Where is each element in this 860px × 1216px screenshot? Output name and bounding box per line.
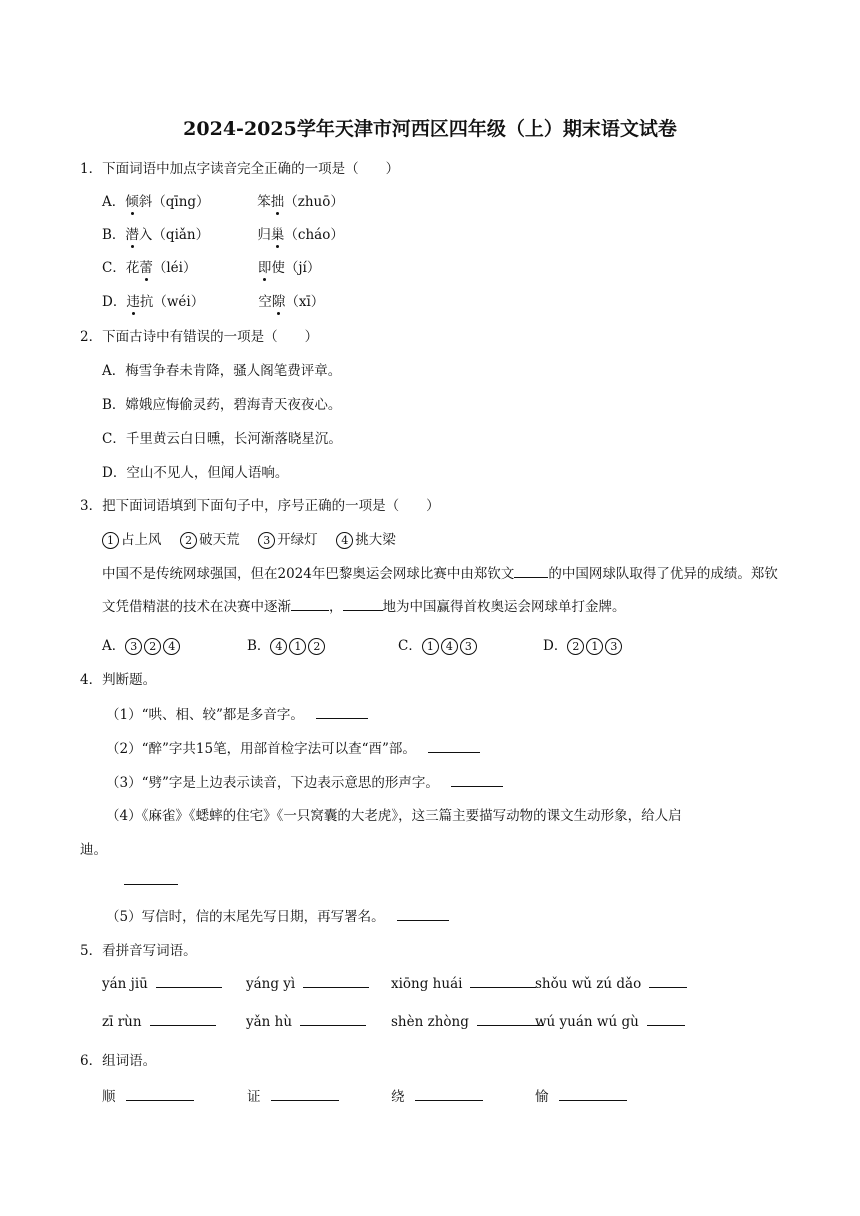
- q2-option-d: D．空山不见人，但闻人语响。: [102, 465, 289, 481]
- pinyin: （xī）: [285, 294, 325, 310]
- q5-item-4: shǒu wǔ zú dǎo: [535, 975, 687, 992]
- q4-item-4: （4）《麻雀》《蟋蟀的住宅》《一只窝囊的大老虎》，这三篇主要描写动物的课文生动形象，给人启: [106, 808, 682, 824]
- q5-item-2: yáng yì: [246, 975, 369, 992]
- dotted-char: 隙: [272, 290, 286, 310]
- dotted-char: 即: [258, 256, 272, 276]
- q2-stem: 2．下面古诗中有错误的一项是（ ）: [80, 329, 319, 345]
- dotted-char: 倾: [125, 190, 139, 210]
- pinyin: （qīng）: [152, 194, 210, 210]
- q1-stem: 1．下面词语中加点字读音完全正确的一项是（ ）: [80, 161, 400, 177]
- option-label: C．: [102, 260, 126, 276]
- q3-paragraph: 中国不是传统网球强国，但在2024年巴黎奥运会网球比赛中由郑钦文 的中国网球队取得了优异的成绩。郑钦文凭借精湛的技术在决赛中逐渐 ， 地为中国赢得首枚奥运会网球单打金牌。: [102, 566, 778, 615]
- pinyin: （zhuō）: [284, 194, 344, 210]
- word-text: 使: [271, 260, 285, 276]
- q3-option-c: C． 1 4 3: [398, 634, 479, 655]
- q3-word-3: 3 开绿灯: [258, 532, 318, 548]
- q6-item-2: 证: [247, 1085, 339, 1105]
- q5-blank[interactable]: [470, 975, 536, 988]
- q1-option-a: [102, 190, 344, 210]
- q5-item-6: yǎn hù: [246, 1013, 366, 1030]
- option-label: D．: [102, 294, 127, 310]
- q5-item-3: xiōng huái: [391, 975, 536, 992]
- q4-answer-2[interactable]: [428, 740, 480, 753]
- dotted-char: 巢: [271, 223, 285, 243]
- dotted-char: 潜: [125, 223, 139, 243]
- q5-item-8: wú yuán wú gù: [535, 1013, 685, 1030]
- q6-item-3: 绕: [391, 1085, 483, 1105]
- q4-item-2: （2）“醉”字共15笔，用部首检字法可以查“酉”部。: [106, 737, 480, 757]
- q5-blank[interactable]: [477, 1013, 543, 1026]
- word-text: 入: [138, 227, 153, 243]
- pinyin: （léi）: [152, 260, 197, 276]
- q3-option-d: D． 2 1 3: [543, 634, 624, 655]
- q5-blank[interactable]: [150, 1013, 216, 1026]
- q5-blank[interactable]: [300, 1013, 366, 1026]
- dotted-char: 蕾: [139, 256, 153, 276]
- q6-blank[interactable]: [126, 1088, 194, 1101]
- q4-item-3: （3）“劈”字是上边表示读音，下边表示意思的形声字。: [106, 771, 503, 791]
- word-text: 笨: [257, 194, 271, 210]
- q6-blank[interactable]: [415, 1088, 483, 1101]
- q5-blank[interactable]: [156, 975, 222, 988]
- word-text: 空: [258, 294, 272, 310]
- q3-word-bank: [102, 528, 396, 549]
- option-label: A．: [102, 194, 126, 210]
- q6-blank[interactable]: [271, 1088, 339, 1101]
- q3-blank-1[interactable]: [514, 565, 548, 578]
- q6-item-4: 愉: [535, 1085, 627, 1105]
- q4-answer-5[interactable]: [397, 908, 449, 921]
- q3-blank-3[interactable]: [343, 598, 383, 611]
- dotted-char: 违: [126, 290, 140, 310]
- q2-option-a: A．梅雪争春未肯降，骚人阁笔费评章。: [102, 363, 342, 379]
- q1-option-c: [102, 256, 320, 276]
- q3-word-4: 4 挑大梁: [336, 532, 396, 548]
- q2-option-b: B．嫦娥应悔偷灵药，碧海青天夜夜心。: [102, 397, 342, 413]
- q5-item-1: yán jiū: [102, 975, 222, 992]
- word-text: 抗: [139, 294, 154, 310]
- q3-blank-2[interactable]: [291, 598, 329, 611]
- q4-answer-3[interactable]: [451, 774, 503, 787]
- q4-item-4-cont: 迪。: [80, 842, 107, 858]
- q5-blank[interactable]: [647, 1013, 685, 1026]
- word-text: 归: [257, 227, 271, 243]
- word-text: 花: [125, 260, 140, 276]
- q1-option-b: [102, 223, 344, 243]
- q3-word-1: 1 占上风: [102, 532, 162, 548]
- pinyin: （wéi）: [153, 294, 205, 310]
- pinyin: （jí）: [284, 260, 321, 276]
- q2-option-c: C．千里黄云白日曛，长河渐落晓星沉。: [102, 431, 342, 447]
- q1-option-d: [102, 290, 324, 310]
- page-title: 2024-2025学年天津市河西区四年级（上）期末语文试卷: [183, 118, 677, 140]
- dotted-char: 拙: [271, 190, 285, 210]
- q5-stem: 5．看拼音写词语。: [80, 943, 197, 959]
- q3-word-2: 2 破天荒: [180, 532, 240, 548]
- q5-item-5: zī rùn: [102, 1013, 216, 1030]
- q3-option-b: B． 4 1 2: [247, 634, 327, 655]
- q4-stem: 4．判断题。: [80, 672, 157, 688]
- q6-item-1: 顺: [102, 1085, 194, 1105]
- q5-item-7: shèn zhòng: [391, 1013, 543, 1030]
- pinyin: （qiǎn）: [152, 227, 210, 243]
- q3-stem: 3．把下面词语填到下面句子中，序号正确的一项是（ ）: [80, 498, 440, 514]
- q5-blank[interactable]: [303, 975, 369, 988]
- q6-blank[interactable]: [559, 1088, 627, 1101]
- q3-option-a: A． 3 2 4: [102, 634, 182, 655]
- word-text: 斜: [138, 194, 153, 210]
- q4-answer-4[interactable]: [124, 872, 178, 885]
- option-label: B．: [102, 227, 126, 243]
- q4-item-5: （5）写信时，信的末尾先写日期，再写署名。: [106, 905, 449, 925]
- q6-stem: 6．组词语。: [80, 1053, 157, 1069]
- pinyin: （cháo）: [284, 227, 344, 243]
- q4-answer-1[interactable]: [316, 706, 368, 719]
- q5-blank[interactable]: [649, 975, 687, 988]
- q4-item-1: （1）“哄、相、较”都是多音字。: [106, 703, 368, 723]
